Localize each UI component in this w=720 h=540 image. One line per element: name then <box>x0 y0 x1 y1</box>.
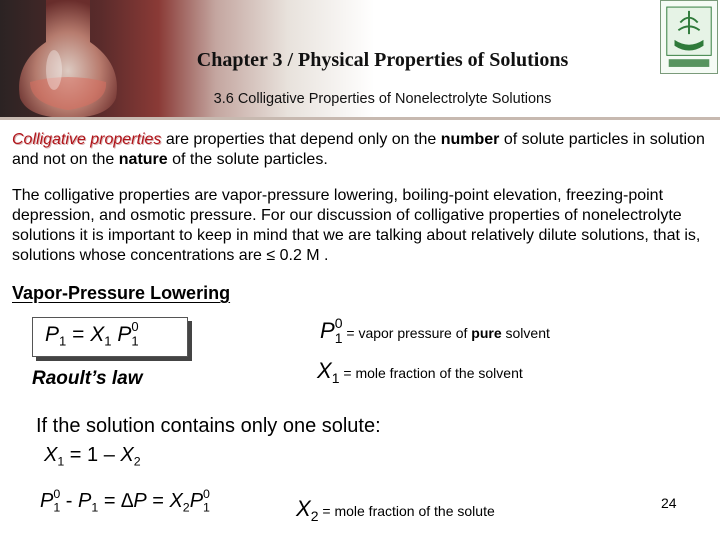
single-solute-text: If the solution contains only one solute: <box>36 415 381 437</box>
x1-definition: X1 = mole fraction of the solvent <box>317 358 523 386</box>
header-divider <box>0 117 720 120</box>
number-emphasis: number <box>440 131 500 148</box>
chapter-title: Chapter 3 / Physical Properties of Solutions <box>196 49 569 71</box>
slide-header <box>0 0 720 120</box>
p0-definition: P01 = vapor pressure of pure solvent <box>320 314 550 346</box>
section-title: 3.6 Colligative Properties of Nonelectrolyte Solutions <box>213 91 552 107</box>
para1-text-3: of the solute particles. <box>167 151 328 168</box>
raoult-equation-box: $P_1 = X_1$ $P0_1$ <box>32 317 188 357</box>
para1-text-1: are properties that depend only on the <box>161 131 441 148</box>
vapor-pressure-lowering-heading: Vapor-Pressure Lowering <box>12 283 231 303</box>
colligative-definition-paragraph <box>12 130 712 170</box>
colligative-properties-term: Colligative properties <box>12 131 162 148</box>
page-number: 24 <box>661 495 677 511</box>
colligative-list-paragraph: The colligative properties are vapor-pressure lowering, boiling-point elevation, freezing-point depression, and osmotic pressure. For our discussion of colligative properties of nonelectrolyte solutions it is important to keep in mind that we are talking about relatively dilute solutions, that is, solutions whose concentrations are ≤ 0.2 M . <box>12 187 701 264</box>
raoults-law-label: Raoult’s law <box>32 368 143 389</box>
x2-definition: X2 = mole fraction of the solute <box>296 496 495 524</box>
delta-p-equation: $P0_1 - P_1 = \Delta P = X_2P0_1$ <box>40 486 210 515</box>
x1-equation: $X_1 = 1 - X_2$ <box>44 444 141 469</box>
para1-text-2: of solute particles in solution and not on the <box>12 131 705 168</box>
nature-emphasis: nature <box>118 151 168 168</box>
